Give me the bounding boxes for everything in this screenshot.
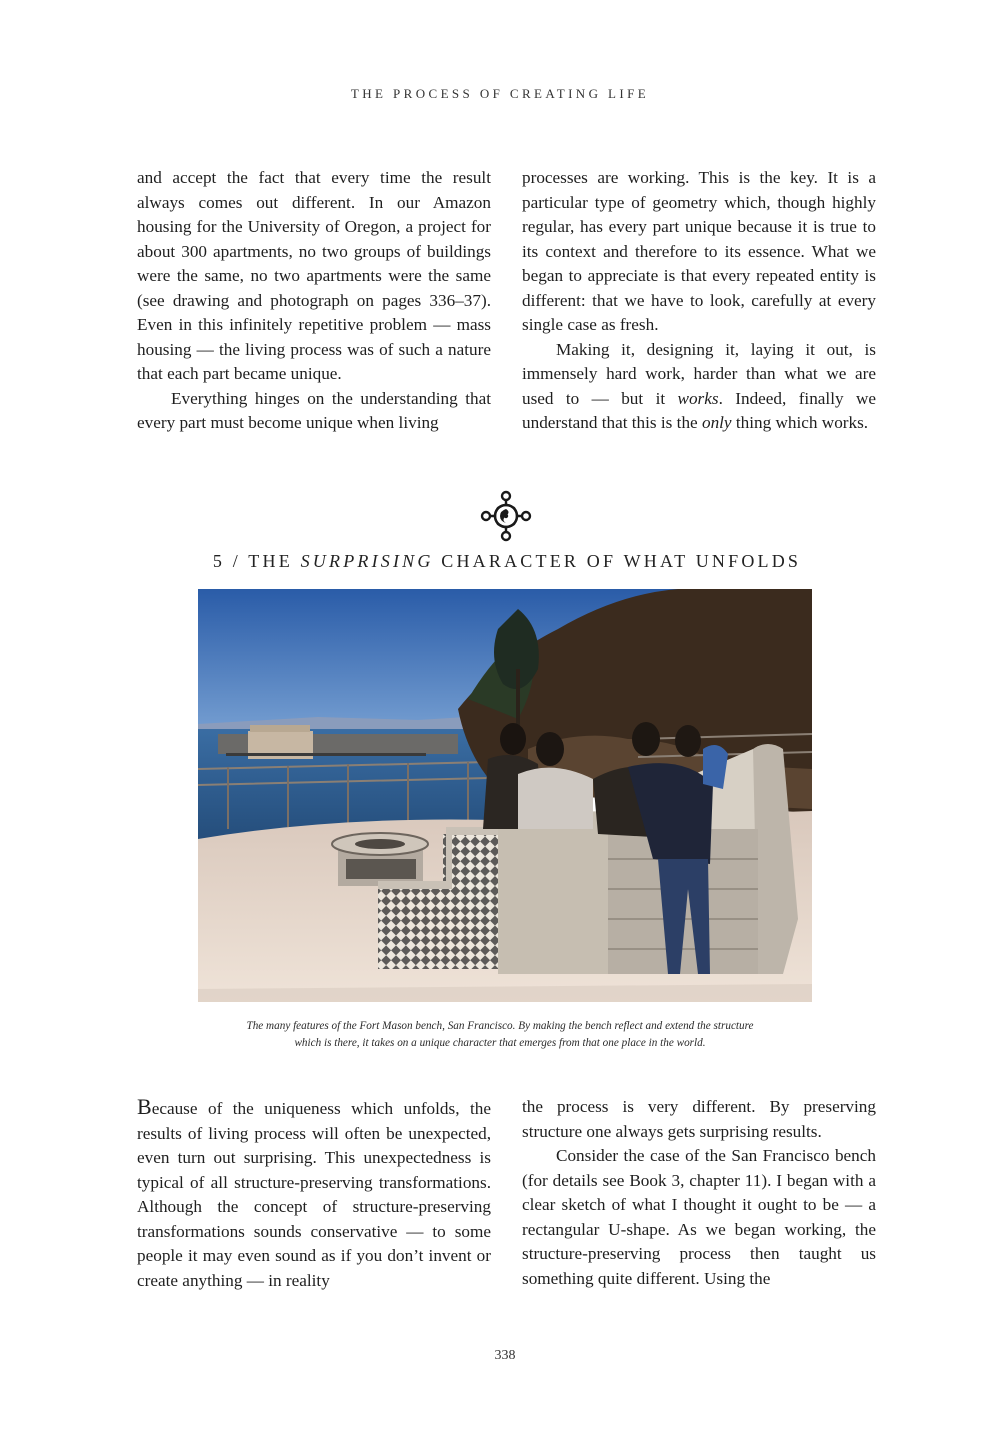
column-bottom-left bbox=[137, 1095, 491, 1293]
section-heading-rest: CHARACTER OF WHAT UNFOLDS bbox=[433, 551, 802, 571]
text-run: . Indeed, finally we understand that this is the bbox=[522, 388, 876, 432]
column-bottom-right bbox=[522, 1095, 876, 1291]
column-top-right bbox=[522, 166, 876, 436]
paragraph: the process is very different. By preserving structure one always gets surprising results. bbox=[522, 1097, 876, 1141]
photo-caption bbox=[140, 1018, 860, 1052]
paragraph: processes are working. This is the key. It is a particular type of geometry which, though highly regular, has every part unique because it is true to its context and therefore to its essence. What we began to appreciate is that every repeated entity is different: that we have to look, carefully at every single case as fresh. bbox=[522, 168, 876, 334]
paragraph: and accept the fact that every time the result always comes out different. In our Amazon housing for the University of Oregon, a project for about 300 apartments, no two groups of buildings were the same, no two apartments were the same (see drawing and photograph on pages 336–37). Even in this infinitely repetitive problem — mass housing — the living process was of such a nature that each part became unique. bbox=[137, 168, 491, 383]
text-run: Making it, designing it, laying it out, is immensely hard work, harder than what we are used to — but it bbox=[522, 339, 876, 408]
section-heading bbox=[0, 551, 1000, 572]
caption-line: The many features of the Fort Mason bench, San Francisco. By making the bench reflect and extend the structure bbox=[246, 1020, 754, 1032]
text-run: ecause of the uniqueness which unfolds, the results of living process will often be unexpected, even turn out surprising. This unexpectedness is typical of all structure-preserving transformations. Although the concept of structure-preserving transformations sounds conservative — to some people it may even sound as if you don’t invent or create anything — in reality bbox=[137, 1099, 491, 1290]
section-heading-emphasis: SURPRISING bbox=[300, 551, 434, 571]
paragraph bbox=[522, 338, 876, 436]
page-number: 338 bbox=[494, 1348, 516, 1363]
caption-line: which is there, it takes on a unique character that emerges from that one place in the world. bbox=[294, 1037, 706, 1049]
paragraph bbox=[137, 1095, 491, 1293]
paragraph: Everything hinges on the understanding that every part must become unique when living bbox=[137, 388, 491, 432]
column-top-left bbox=[137, 166, 491, 436]
fort-mason-bench-photo bbox=[198, 589, 812, 1002]
drop-cap: B bbox=[137, 1094, 152, 1119]
text-run: thing which works. bbox=[731, 413, 869, 432]
emphasis-only: only bbox=[701, 413, 732, 432]
celtic-knot-ornament-icon bbox=[478, 488, 534, 544]
emphasis-works: works bbox=[677, 388, 719, 408]
paragraph: Consider the case of the San Francisco bench (for details see Book 3, chapter 11). I began with a clear sketch of what I thought it ought to be — a rectangular U-shape. As we began working, the structure-preserving process then taught us something quite different. Using the bbox=[522, 1146, 876, 1288]
running-head: THE PROCESS OF CREATING LIFE bbox=[350, 86, 650, 101]
section-heading-number: 5 / THE bbox=[212, 551, 301, 571]
